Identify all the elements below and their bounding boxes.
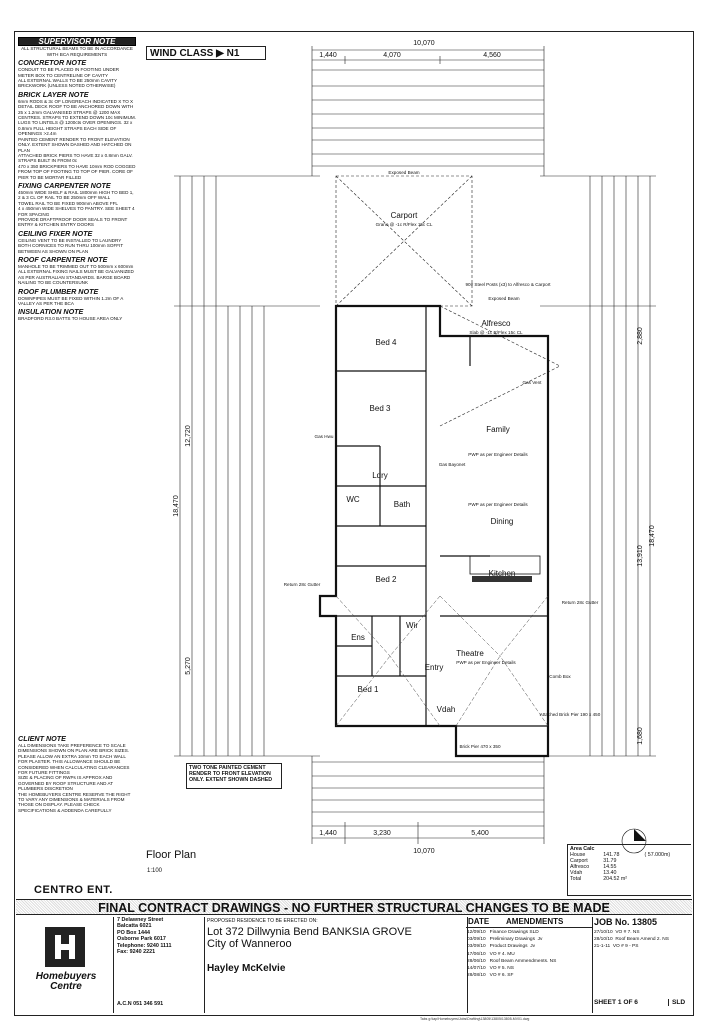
concretor-note-title: CONCRETOR NOTE bbox=[18, 58, 87, 68]
label-pwp-3: PWP as per Engineer Details bbox=[456, 660, 516, 665]
dim-bottom-3: 5,400 bbox=[471, 830, 489, 837]
room-wc: WC bbox=[346, 495, 360, 504]
area-name: Carport bbox=[570, 858, 588, 864]
dim-top-2: 4,070 bbox=[383, 52, 401, 59]
fixing-carpenter-note-title: FIXING CARPENTER NOTE bbox=[18, 180, 111, 190]
drawing-scale: 1:100 bbox=[147, 868, 163, 874]
label-gas-bayonet: Gas Bayonet bbox=[438, 462, 466, 467]
room-bath: Bath bbox=[393, 500, 411, 509]
area-value: 204.52 m² bbox=[603, 876, 628, 882]
job-number-value: 13805 bbox=[632, 917, 658, 927]
label-pwp-2: PWP as per Engineer Details bbox=[468, 502, 528, 507]
table-row bbox=[570, 876, 689, 882]
company-logo bbox=[18, 917, 114, 1013]
label-gas-hwu: Gas Hwu bbox=[314, 434, 334, 439]
company-acn: A.C.N 051 346 591 bbox=[117, 1001, 164, 1007]
roof-plumber-note-text: DOWNPIPES MUST BE FIXED WITHIN 1.2m OF A VALLEY AS PER THE BCA bbox=[18, 295, 124, 307]
dim-bottom-2: 3,230 bbox=[373, 830, 391, 837]
area-value: 13.40 bbox=[603, 870, 617, 876]
arrow-icon: ▶ bbox=[216, 48, 224, 59]
wind-class-value: N1 bbox=[226, 48, 240, 59]
label-attached-brick-pier: Attached Brick Pier 190 x 450 bbox=[539, 712, 601, 717]
drawn-by: SLD bbox=[668, 999, 685, 1006]
title-block bbox=[16, 915, 692, 1015]
label-brick-pier: Brick Pier 470 x 350 bbox=[459, 744, 501, 749]
client-name: Hayley McKelvie bbox=[207, 963, 286, 974]
supervisor-note-title: SUPERVISOR NOTE bbox=[18, 37, 136, 46]
insulation-note-text: BRADFORD R3.0 BATTS TO HOUSE AREA ONLY bbox=[18, 316, 123, 322]
dim-bottom-1: 1,440 bbox=[319, 830, 337, 837]
job-amendments: 27/10/10 VO # 7. NS 28/10/10 Roof Beam Amend 2. NS 21-1-11 VO # 9 - PS bbox=[594, 930, 669, 950]
client-note bbox=[18, 735, 136, 815]
dim-top-total: 10,070 bbox=[413, 40, 435, 47]
roof-plumber-note-title: ROOF PLUMBER NOTE bbox=[18, 286, 99, 296]
roof-carpenter-note-title: ROOF CARPENTER NOTE bbox=[18, 255, 108, 264]
room-wir: Wir bbox=[406, 621, 418, 630]
area-value: 31.79 bbox=[603, 858, 617, 864]
area-extra bbox=[645, 876, 689, 882]
label-gas-vent: Gas Vent bbox=[522, 380, 542, 385]
company-address: 7 Delawney Street Balcatta 6021 PO Box 1444 Osborne Park 6017 Telephone: 9240 1111 Fax: 9240 2221 bbox=[117, 917, 172, 956]
sheet-number: SHEET 1 OF 6 bbox=[594, 999, 638, 1006]
amendments-header bbox=[466, 917, 592, 928]
insulation-note-title: INSULATION NOTE bbox=[18, 307, 84, 317]
roof-carpenter-note-text: MANHOLE TO BE TRIMMED OUT TO 500mm x 600mm ALL EXTERNAL FIXING NAILS MUST BE GALVANIZED AS PER AUSTRALIAN STANDARDS. BARGE BOARD NAILING TO BE COUNTERSUNK bbox=[18, 264, 134, 286]
room-bed-2: Bed 2 bbox=[375, 575, 397, 584]
dim-right-3: 2,880 bbox=[637, 327, 644, 345]
job-block bbox=[592, 917, 692, 1013]
dim-top-3: 4,560 bbox=[483, 52, 501, 59]
label-comb-box: Comb Box bbox=[549, 674, 571, 679]
job-number bbox=[594, 917, 657, 927]
room-kitchen: Kitchen bbox=[488, 569, 516, 578]
project-block bbox=[204, 917, 468, 1013]
area-calc-table bbox=[570, 852, 689, 882]
room-entry: Entry bbox=[424, 663, 444, 672]
dim-bottom-total: 10,070 bbox=[413, 848, 435, 855]
dim-top-1: 1,440 bbox=[319, 52, 337, 59]
date-header: DATE bbox=[468, 917, 490, 926]
floor-plan-title: Floor Plan bbox=[146, 849, 197, 861]
bricklayer-note-text: 6mm RODS & 3c OF LONGREACH INDICATED X TO X DETAIL DECK ROOF TO BE ANCHORED DOWN WITH 25 x 1.2mm GALVANISED STRAPS @ 1200 MAX CENTRES. STRAPS TO EXTEND DOWN 10c MINIMUM. LUGS TO LINTELS @ 1200cts OVER OPENINGS. 32 x 0.8mm FULL HEIGHT STRAPS EACH SIDE OF OPENINGS >2.4m PAINTED CEMENT RENDER TO FRONT ELEVATION ONLY. EXTENT SHOWN DASHED AND HATCHED ON PLAN ATTACHED BRICK PIERS TO HAVE 32 x 0.8mm GALV. STRAPS BUILT IN FROM 0c 470 x 350 BRICKPIERS TO HAVE 10mm ROD COGGED FROM TOP OF FOOTING TO TOP OF PIER. CORE OF PIER TO BE MORTAR FILLED bbox=[18, 98, 137, 180]
client-note-text: ALL DIMENSIONS TAKE PREFERENCE TO SCALE DIMENSIONS SHOWN ON PLAN ARE BRICK SIZES. PLEASE ALLOW AN EXTRA 10mm TO EACH WALL FOR PLASTER. THIS ALLOWANCE SHOULD BE CONSIDERED WHEN CALCULATING CLEARANCES FOR FUTURE FITTINGS SIZE & PLACING OF RWPs IS APPROX AND GOVERNED BY ROOF STRUCTURE AND AT PLUMBERS DISCRETION THE HOMEBUYERS CENTRE RESERVE THE RIGHT TO VARY ANY DIMENSIONS & MATERIALS FROM THOSE ON DISPLAY. PLEASE CHECK SPECIFICATIONS & ADDENDA CAREFULLY bbox=[18, 743, 131, 813]
label-return-gutter-2: Return 28c Gutter bbox=[561, 600, 599, 605]
bricklayer-note-title: BRICK LAYER NOTE bbox=[18, 89, 89, 99]
label-carport-slab: Grano @ -1c R/Flex 15c CL bbox=[375, 222, 433, 227]
label-steel-posts: 90# Steel Posts (x3) to Alfresco & Carport bbox=[465, 282, 551, 287]
area-name: Vdah bbox=[570, 870, 583, 876]
house-logo-icon bbox=[45, 927, 85, 967]
area-calc-box bbox=[567, 844, 691, 896]
amendments-block bbox=[466, 917, 593, 1013]
two-tone-render-note: TWO TONE PAINTED CEMENT RENDER TO FRONT ELEVATION ONLY. EXTENT SHOWN DASHED bbox=[186, 763, 282, 789]
dim-right-2: 13,910 bbox=[637, 545, 644, 567]
amendments-title: AMENDMENTS bbox=[506, 917, 564, 926]
room-vdah: Vdah bbox=[436, 705, 456, 714]
file-path-footer: Tabs g:\tap\Homebuyers\Jobs\Drafting\13805\13805\13805-MV01.dwg bbox=[420, 1017, 530, 1021]
room-alfresco: Alfresco bbox=[481, 319, 511, 328]
project-label: PROPOSED RESIDENCE TO BE ERECTED ON: bbox=[207, 918, 318, 924]
label-alfresco-slab: Slab @ -1c R/Flex 15c CL bbox=[469, 330, 523, 335]
job-label: JOB No. bbox=[594, 917, 630, 927]
project-city: City of Wanneroo bbox=[207, 938, 292, 950]
room-ldry: Ldry bbox=[372, 471, 388, 480]
label-exposed-beam: Exposed Beam bbox=[388, 170, 420, 175]
area-name: House bbox=[570, 852, 586, 858]
centro-title: CENTRO ENT. bbox=[34, 884, 113, 896]
area-extra: ( 57.000m) bbox=[644, 852, 671, 858]
label-pwp-1: PWP as per Engineer Details bbox=[468, 452, 528, 457]
area-value: 141.78 bbox=[603, 852, 620, 858]
fixing-carpenter-note-text: 450mm WIDE SHELF & RAIL 1800mm HIGH TO BED 1, 2 & 3 CL OF RAIL TO BE 250mm OFF WALL TOWEL RAIL TO BE FIXED 900mm ABOVE FFL 4 x 450mm WIDE SHELVES TO PANTRY. SEE SHEET 4 FOR SPACING PROVIDE DRAFTPROOF DOOR SEALS TO FRONT ENTRY & KITCHEN ENTRY DOORS bbox=[18, 189, 135, 228]
label-exposed-beam-2: Exposed Beam bbox=[488, 296, 520, 301]
dim-left-total: 18,470 bbox=[173, 495, 180, 517]
area-name: Total bbox=[570, 876, 582, 882]
room-bed-4: Bed 4 bbox=[375, 338, 397, 347]
wind-class-label: WIND CLASS bbox=[150, 48, 214, 59]
room-dining: Dining bbox=[490, 517, 514, 526]
area-name: Alfresco bbox=[570, 864, 590, 870]
dim-left-3: 5,270 bbox=[185, 657, 192, 675]
area-calc-title: Area Calc bbox=[570, 846, 595, 852]
dim-right-4: 1,680 bbox=[637, 727, 644, 745]
amendments-list: 12/09/10 Finance Drawings SLD 03/09/10 Preliminary Drawings Jv 03/09/10 Product Drawings Jv 17/06/10 VO # 4. MU 28/06/10 Roof Beam Ammendments. NS 14/07/10 VO # 5. NS 28/08/10 VO # 6. SF bbox=[467, 930, 557, 979]
room-bed-3: Bed 3 bbox=[369, 404, 391, 413]
project-lot: Lot 372 Dillwynia Bend BANKSIA GROVE bbox=[207, 926, 412, 938]
dim-left-2: 12,720 bbox=[185, 425, 192, 447]
room-family: Family bbox=[486, 425, 510, 434]
area-value: 14.55 bbox=[603, 864, 617, 870]
room-bed-1: Bed 1 bbox=[357, 685, 379, 694]
supervisor-note-text: ALL STRUCTURAL BEAMS TO BE IN ACCORDANCE WITH BCA REQUIREMENTS bbox=[21, 46, 133, 57]
ceiling-fixer-note-title: CEILING FIXER NOTE bbox=[18, 228, 93, 238]
room-carport: Carport bbox=[390, 211, 418, 220]
label-return-gutter-1: Return 28c Gutter bbox=[283, 582, 321, 587]
company-name: Homebuyers Centre bbox=[35, 971, 97, 992]
ceiling-fixer-note-text: CEILING VENT TO BE INSTALLED TO LAUNDRY BOTH CORNICES TO RUN THRU 100mm SOFFIT BETWEEN AS SHOWN ON PLAN bbox=[18, 237, 124, 254]
client-note-title: CLIENT NOTE bbox=[18, 734, 66, 743]
final-contract-banner: FINAL CONTRACT DRAWINGS - NO FURTHER STRUCTURAL CHANGES TO BE MADE bbox=[16, 899, 692, 915]
dim-right-total: 18,470 bbox=[649, 525, 656, 547]
concretor-note-text: CONDUIT TO BE PLACED IN FOOTING UNDER METER BOX TO CENTRELINE OF CAVITY ALL EXTERNAL WALLS TO BE 250mm CAVITY BRICKWORK (UNLESS NOTED OTHERWISE) bbox=[18, 67, 120, 89]
notes-column bbox=[18, 37, 136, 324]
room-theatre: Theatre bbox=[456, 649, 484, 658]
room-ens: Ens bbox=[351, 633, 365, 642]
